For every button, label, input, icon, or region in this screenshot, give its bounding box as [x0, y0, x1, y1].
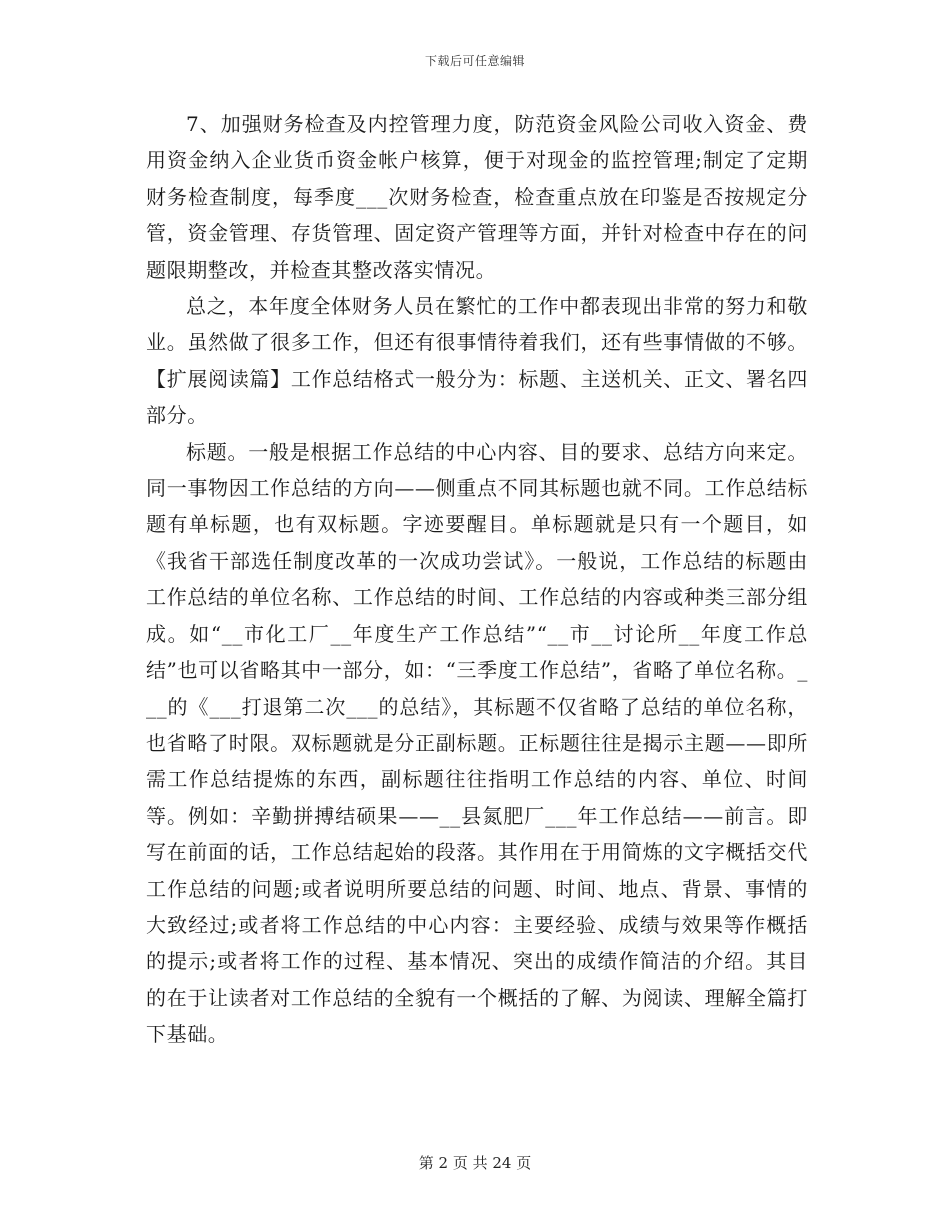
page-header: 下载后可任意编辑	[424, 54, 525, 68]
paragraph-summary: 总之，本年度全体财务人员在繁忙的工作中都表现出非常的努力和敬业。虽然做了很多工作，但还有很事情待着我们，还有些事情做的不够。【扩展阅读篇】工作总结格式一般分为：标题、主送机关、正文、署名四部分。	[146, 294, 808, 428]
page-number: 第 2 页 共 24 页	[418, 1154, 532, 1172]
paragraph-title-format: 标题。一般是根据工作总结的中心内容、目的要求、总结方向来定。同一事物因工作总结的方向——侧重点不同其标题也就不同。工作总结标题有单标题，也有双标题。字迹要醒目。单标题就是只有一个题目，如《我省干部选任制度改革的一次成功尝试》。一般说，工作总结的标题由工作总结的单位名称、工作总结的时间、工作总结的内容或种类三部分组成。如“__市化工厂__年度生产工作总结”“__市__讨论所__年度工作总结”也可以省略其中一部分，如：“三季度工作总结”，省略了单位名称。___的《___打退第二次___的总结》，其标题不仅省略了总结的单位名称，也省略了时限。双标题就是分正副标题。正标题往往是揭示主题——即所需工作总结提炼的东西，副标题往往指明工作总结的内容、单位、时间等。例如：辛勤拼搏结硕果——__县氮肥厂___年工作总结——前言。即写在前面的话，工作总结起始的段落。其作用在于用简炼的文字概括交代工作总结的问题;或者说明所要总结的问题、时间、地点、背景、事情的大致经过;或者将工作总结的中心内容：主要经验、成绩与效果等作概括的提示;或者将工作的过程、基本情况、突出的成绩作简洁的介绍。其目的在于让读者对工作总结的全貌有一个概括的了解、为阅读、理解全篇打下基础。	[146, 439, 808, 1047]
paragraph-financial-inspection: 7、加强财务检查及内控管理力度，防范资金风险公司收入资金、费用资金纳入企业货币资金帐户核算，便于对现金的监控管理;制定了定期财务检查制度，每季度___次财务检查，检查重点放在印鉴是否按规定分管，资金管理、存货管理、固定资产管理等方面，并针对检查中存在的问题限期整改，并检查其整改落实情况。	[146, 112, 808, 282]
document-body	[146, 106, 808, 1053]
